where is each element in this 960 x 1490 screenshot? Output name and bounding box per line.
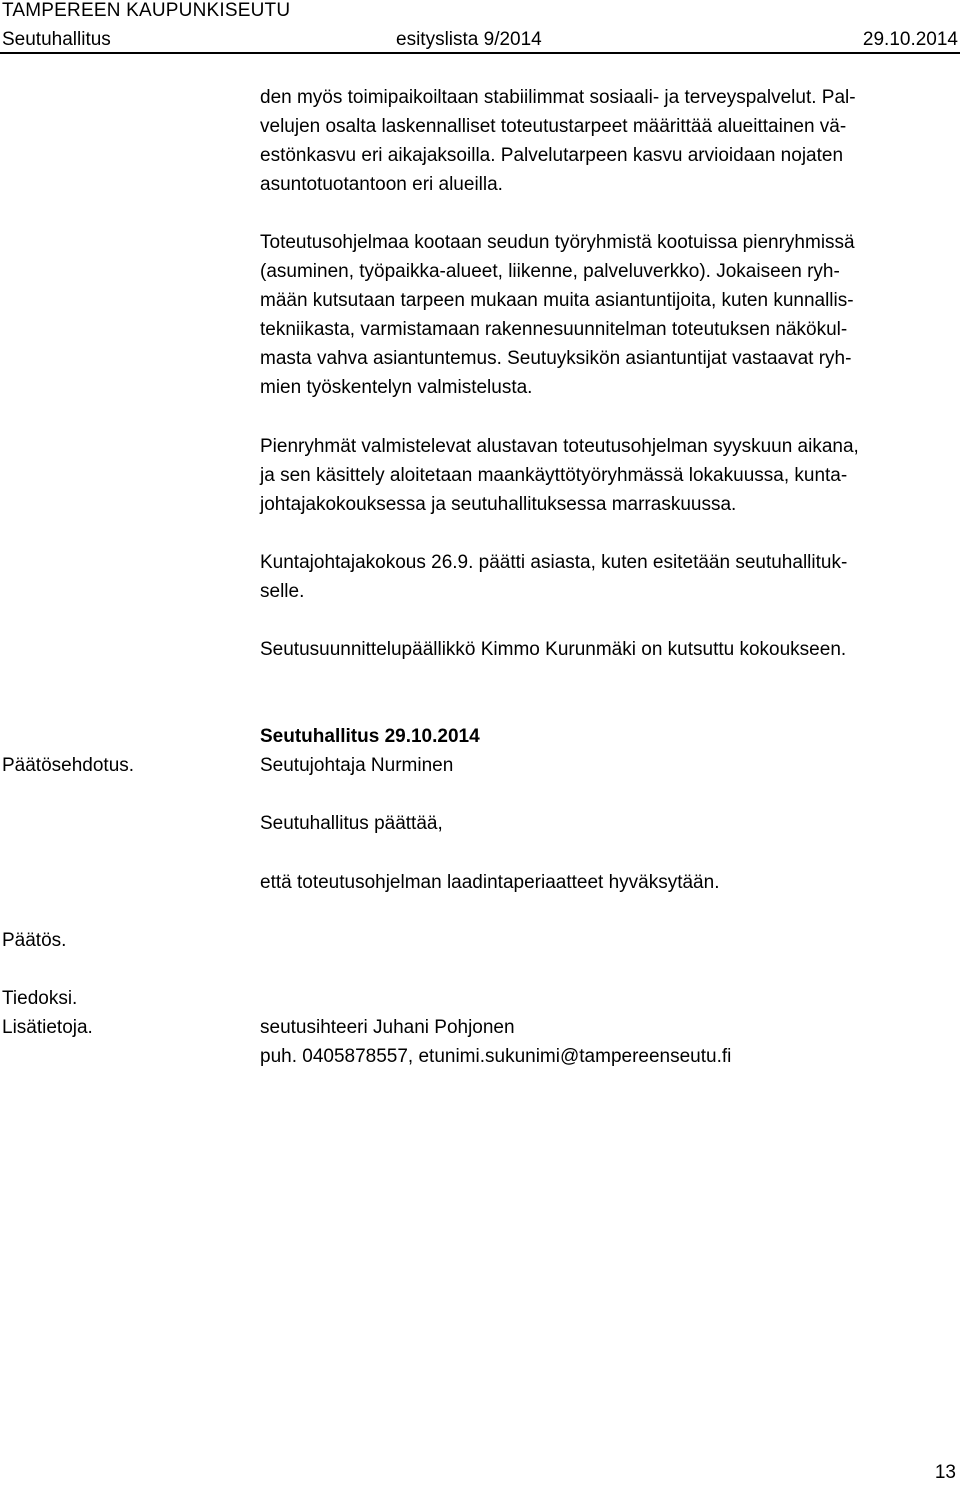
paragraph-line: mään kutsutaan tarpeen mukaan muita asiantuntijoita, kuten kunnallis- bbox=[260, 290, 854, 311]
tiedoksi-side-label: Tiedoksi. bbox=[2, 988, 78, 1009]
paragraph-line: Kuntajohtajakokous 26.9. päätti asiasta, kuten esitetään seutuhallituk- bbox=[260, 552, 848, 573]
paragraph-line: ja sen käsittely aloitetaan maankäyttötyöryhmässä lokakuussa, kunta- bbox=[260, 465, 848, 486]
paragraph-line: mien työskentelyn valmistelusta. bbox=[260, 377, 533, 398]
paragraph-line: Pienryhmät valmistelevat alustavan toteutusohjelman syyskuun aikana, bbox=[260, 436, 859, 457]
proposal-intro: Seutuhallitus päättää, bbox=[260, 813, 443, 834]
paragraph-line: (asuminen, työpaikka-alueet, liikenne, palveluverkko). Jokaiseen ryh- bbox=[260, 261, 840, 282]
paragraph-line: selle. bbox=[260, 581, 305, 602]
paragraph-line: tekniikasta, varmistamaan rakennesuunnitelman toteutuksen näkökul- bbox=[260, 319, 848, 340]
paragraph-line: Seutusuunnittelupäällikkö Kimmo Kurunmäki on kutsuttu kokoukseen. bbox=[260, 639, 847, 660]
agenda-number: esityslista 9/2014 bbox=[396, 29, 542, 50]
paragraph-line: masta vahva asiantuntemus. Seutuyksikön asiantuntijat vastaavat ryh- bbox=[260, 348, 852, 369]
paragraph-line: Toteutusohjelmaa kootaan seudun työryhmistä kootuissa pienryhmissä bbox=[260, 232, 855, 253]
organization-name: TAMPEREEN KAUPUNKISEUTU bbox=[2, 0, 291, 21]
paragraph-line: estönkasvu eri aikajaksoilla. Palvelutarpeen kasvu arvioidaan nojaten bbox=[260, 145, 844, 166]
paragraph-1 bbox=[260, 83, 960, 199]
contact-name: seutusihteeri Juhani Pohjonen bbox=[260, 1017, 515, 1038]
header-date: 29.10.2014 bbox=[862, 29, 958, 50]
page-header bbox=[0, 0, 960, 55]
header-divider bbox=[0, 52, 960, 54]
page-number: 13 bbox=[934, 1462, 956, 1483]
paragraph-2 bbox=[260, 228, 960, 402]
paragraph-5 bbox=[260, 635, 960, 664]
contact-details: puh. 0405878557, etunimi.sukunimi@tampereenseutu.fi bbox=[260, 1046, 732, 1067]
paragraph-4 bbox=[260, 548, 960, 606]
paragraph-line: asuntotuotantoon eri alueilla. bbox=[260, 174, 503, 195]
proposal-decision-text: että toteutusohjelman laadintaperiaatteet hyväksytään. bbox=[260, 872, 720, 893]
lisatietoja-side-label: Lisätietoja. bbox=[2, 1017, 93, 1038]
decision-side-label: Päätös. bbox=[2, 930, 67, 951]
paragraph-3 bbox=[260, 432, 960, 519]
paragraph-line: den myös toimipaikoiltaan stabiilimmat sosiaali- ja terveyspalvelut. Pal- bbox=[260, 87, 856, 108]
body-name: Seutuhallitus bbox=[2, 29, 111, 50]
proposal-presenter: Seutujohtaja Nurminen bbox=[260, 755, 454, 776]
paragraph-line: johtajakokouksessa ja seutuhallituksessa marraskuussa. bbox=[260, 494, 737, 515]
proposal-heading: Seutuhallitus 29.10.2014 bbox=[260, 726, 480, 747]
proposal-side-label: Päätösehdotus. bbox=[2, 755, 135, 776]
paragraph-line: velujen osalta laskennalliset toteutustarpeet määrittää alueittainen vä- bbox=[260, 116, 847, 137]
